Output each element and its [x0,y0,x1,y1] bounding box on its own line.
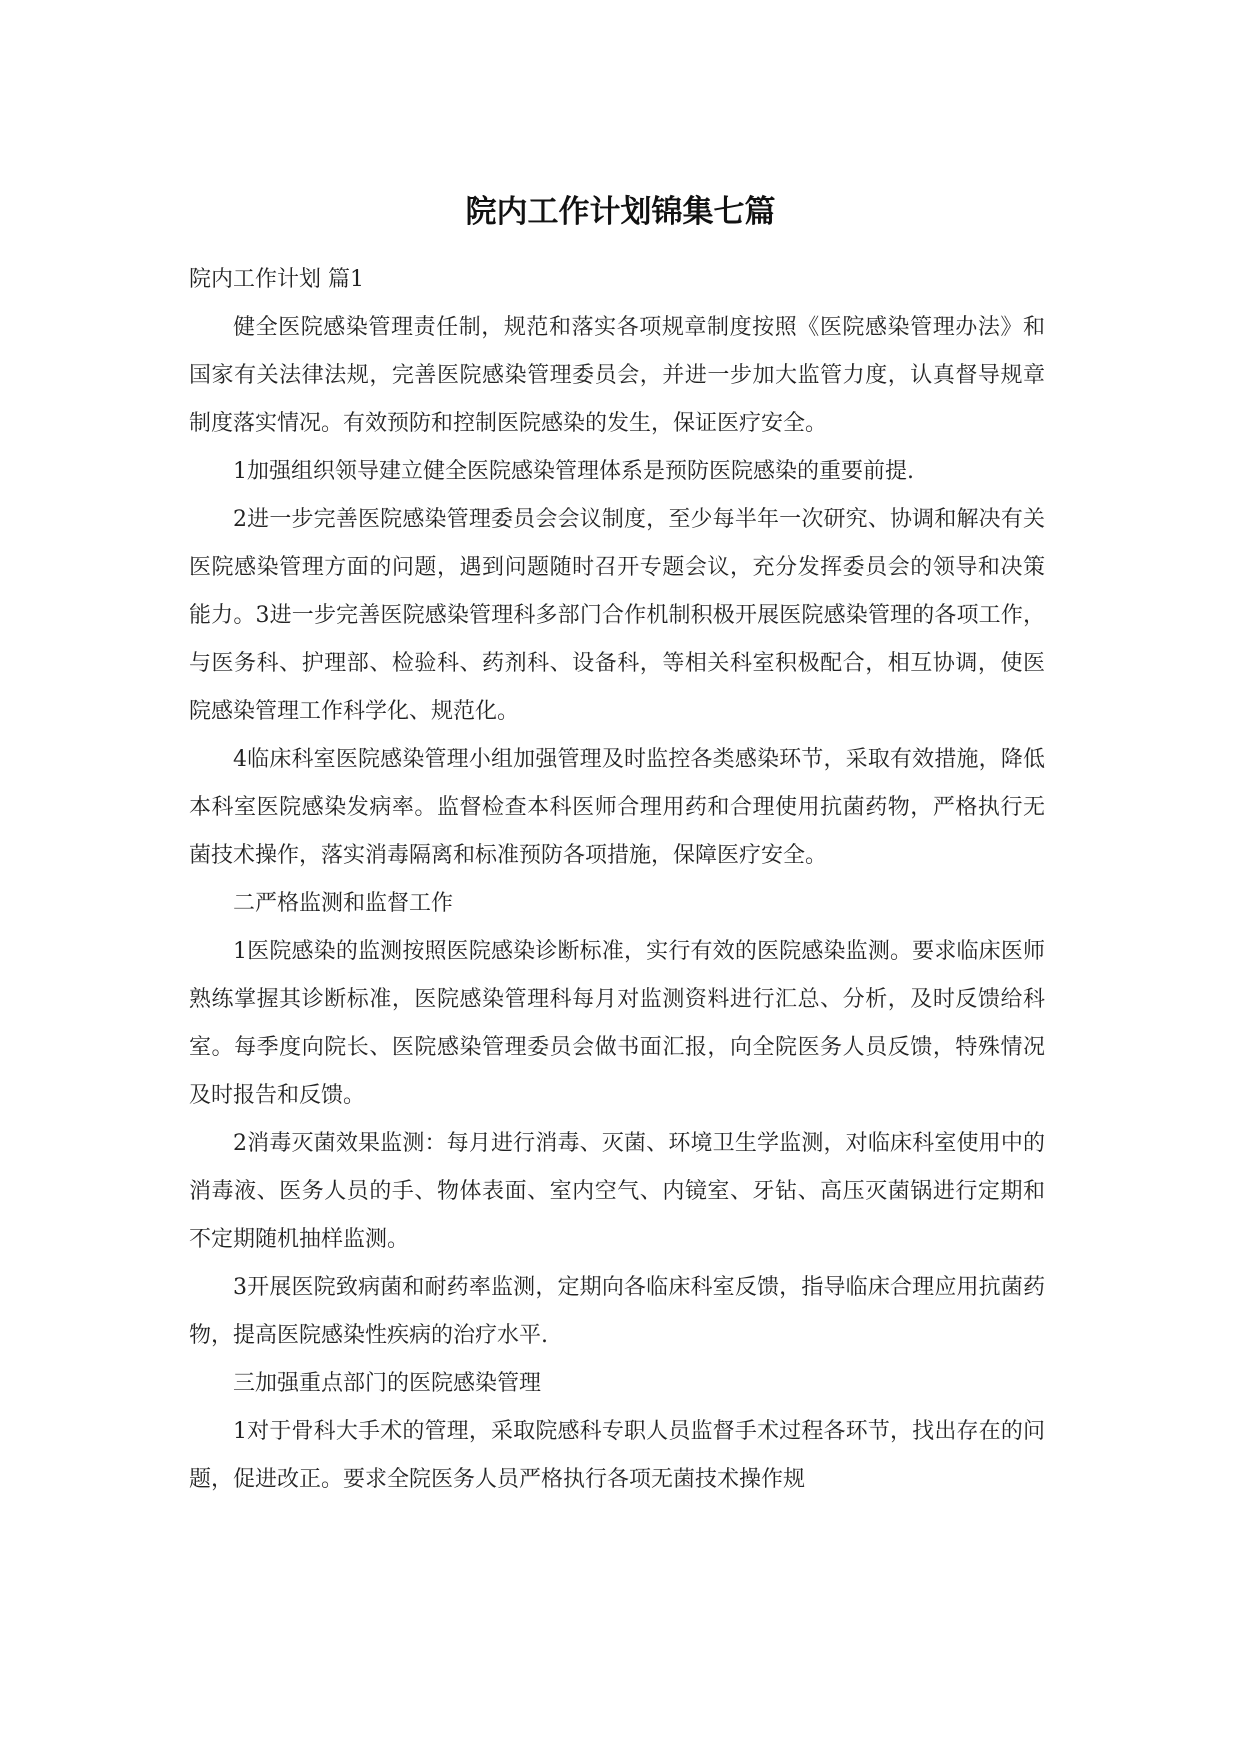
document-body [189,256,1045,1504]
paragraph: 2进一步完善医院感染管理委员会会议制度，至少每半年一次研究、协调和解决有关医院感染管理方面的问题，遇到问题随时召开专题会议，充分发挥委员会的领导和决策能力。3进一步完善医院感染管理科多部门合作机制积极开展医院感染管理的各项工作，与医务科、护理部、检验科、药剂科、设备科，等相关科室积极配合，相互协调，使医院感染管理工作科学化、规范化。 [189,507,1045,724]
section-subheading: 三加强重点部门的医院感染管理 [233,1371,542,1396]
section-subheading: 二严格监测和监督工作 [233,891,454,916]
paragraph: 1加强组织领导建立健全医院感染管理体系是预防医院感染的重要前提. [233,459,914,484]
paragraph: 2消毒灭菌效果监测：每月进行消毒、灭菌、环境卫生学监测，对临床科室使用中的消毒液、医务人员的手、物体表面、室内空气、内镜室、牙钻、高压灭菌锅进行定期和不定期随机抽样监测。 [189,1131,1045,1252]
paragraph: 3开展医院致病菌和耐药率监测，定期向各临床科室反馈，指导临床合理应用抗菌药物，提高医院感染性疾病的治疗水平. [189,1275,1045,1348]
paragraph: 4临床科室医院感染管理小组加强管理及时监控各类感染环节，采取有效措施，降低本科室医院感染发病率。监督检查本科医师合理用药和合理使用抗菌药物，严格执行无菌技术操作，落实消毒隔离和标准预防各项措施，保障医疗安全。 [189,747,1045,868]
document-title: 院内工作计划锦集七篇 [465,194,776,230]
paragraph: 1对于骨科大手术的管理，采取院感科专职人员监督手术过程各环节，找出存在的问题，促进改正。要求全院医务人员严格执行各项无菌技术操作规 [189,1419,1045,1492]
section-heading: 院内工作计划 篇1 [189,267,364,292]
paragraph: 健全医院感染管理责任制，规范和落实各项规章制度按照《医院感染管理办法》和国家有关法律法规，完善医院感染管理委员会，并进一步加大监管力度，认真督导规章制度落实情况。有效预防和控制医院感染的发生，保证医疗安全。 [189,315,1045,436]
paragraph: 1医院感染的监测按照医院感染诊断标准，实行有效的医院感染监测。要求临床医师熟练掌握其诊断标准，医院感染管理科每月对监测资料进行汇总、分析，及时反馈给科室。每季度向院长、医院感染管理委员会做书面汇报，向全院医务人员反馈，特殊情况及时报告和反馈。 [189,939,1045,1108]
